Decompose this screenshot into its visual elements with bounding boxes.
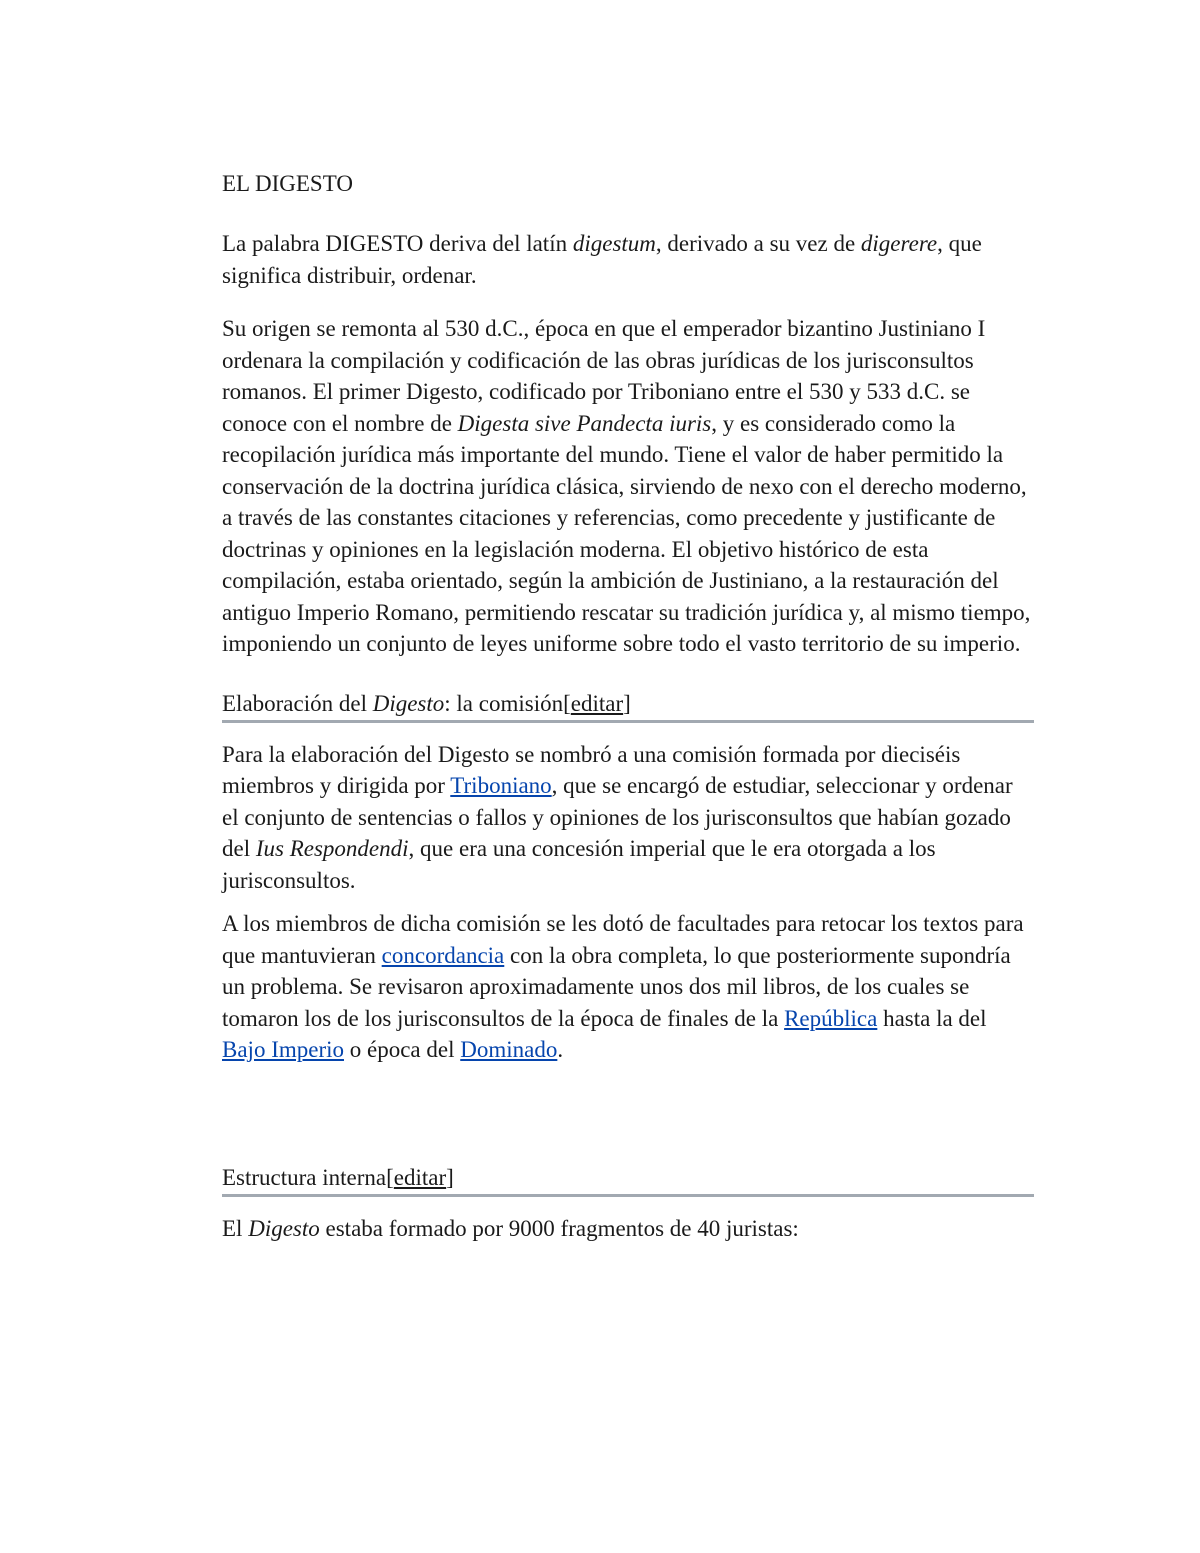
heading-term-digesto: Digesto	[372, 690, 445, 716]
edit-link-elaboracion[interactable]: editar	[570, 690, 624, 716]
estr1-term-digesto: Digesto	[248, 1215, 320, 1241]
edit-link-estructura[interactable]: editar	[393, 1164, 447, 1190]
elab1-text-3: , que era una concesión imperial que le era otorgada a los jurisconsultos.	[222, 836, 936, 893]
link-dominado[interactable]: Dominado	[460, 1037, 558, 1062]
estr1-text-2: estaba formado por 9000 fragmentos de 40 juristas:	[319, 1215, 799, 1241]
intro-term-digestum: digestum	[572, 231, 656, 256]
edit-bracket-open: [	[386, 1164, 394, 1190]
elab1-term-ius-respondendi: Ius Respondendi	[255, 836, 409, 861]
link-republica[interactable]: República	[784, 1005, 878, 1031]
elab2-text-2: con la obra completa, lo que posteriormente supondría un problema. Se revisaron aproximadamente unos dos mil libros, de los cuales se tomaron los de los jurisconsultos de la época de finales de la	[222, 942, 1011, 1031]
elaboracion-paragraph-1	[222, 739, 1034, 897]
heading-text-1: Elaboración del	[222, 690, 373, 716]
origin-paragraph	[222, 313, 1034, 660]
edit-bracket-close: ]	[623, 690, 631, 716]
origin-text-2: , y es considerado como la recopilación jurídica más importante del mundo. Tiene el valor de haber permitido la conservación de la doctrina jurídica clásica, sirviendo de nexo con el derecho moderno, a través de las constantes citaciones y referencias, como precedente y justificante de doctrinas y opiniones en la legislación moderna. El objetivo histórico de esta compilación, estaba orientado, según la ambición de Justiniano, a la restauración del antiguo Imperio Romano, permitiendo rescatar su tradición jurídica y, al mismo tiempo, imponiendo un conjunto de leyes uniforme sobre todo el vasto territorio de su imperio.	[222, 410, 1031, 656]
intro-paragraph	[222, 228, 1034, 291]
link-triboniano[interactable]: Triboniano	[450, 773, 552, 798]
elab1-text-1: Para la elaboración del Digesto se nombró a una comisión formada por dieciséis miembros y dirigida por	[222, 741, 961, 798]
intro-text-2: , derivado a su vez de	[655, 231, 861, 256]
edit-bracket-open: [	[563, 690, 571, 716]
estr1-text-1: El	[222, 1215, 249, 1241]
heading-text-2: : la comisión	[444, 690, 564, 716]
origin-text-1: Su origen se remonta al 530 d.C., época en que el emperador bizantino Justiniano I ordenara la compilación y codificación de las obras jurídicas de los jurisconsultos romanos. El primer Digesto, codificado por Triboniano entre el 530 y 533 d.C. se conoce con el nombre de	[222, 316, 986, 436]
edit-bracket-close: ]	[446, 1164, 454, 1190]
elab2-text-5: .	[557, 1037, 564, 1062]
section-heading-estructura	[222, 1162, 1034, 1197]
elaboracion-paragraph-2	[222, 908, 1034, 1066]
elab1-text-2: , que se encargó de estudiar, seleccionar y ordenar el conjunto de sentencias o fallos y opiniones de los jurisconsultos que habían gozado del	[222, 773, 1013, 861]
origin-term-digesta: Digesta sive Pandecta iuris	[457, 410, 712, 436]
elab2-text-4: o época del	[344, 1037, 461, 1062]
elab2-text-1: A los miembros de dicha comisión se les dotó de facultades para retocar los textos para que mantuvieran	[222, 911, 1024, 968]
document-title: EL DIGESTO	[222, 171, 353, 196]
link-concordancia[interactable]: concordancia	[381, 942, 505, 968]
intro-text-1: La palabra DIGESTO deriva del latín	[222, 231, 573, 256]
estructura-paragraph-1	[222, 1213, 1034, 1245]
intro-term-digerere: digerere	[860, 231, 938, 256]
intro-text-3: , que significa distribuir, ordenar.	[222, 231, 982, 288]
link-bajo-imperio[interactable]: Bajo Imperio	[222, 1037, 344, 1062]
blank-spacer	[222, 1066, 1034, 1162]
document-page	[222, 168, 1034, 1244]
section-heading-elaboracion	[222, 688, 1034, 723]
heading-text-estructura: Estructura interna	[222, 1164, 387, 1190]
elab2-text-3: hasta la del	[877, 1005, 987, 1031]
